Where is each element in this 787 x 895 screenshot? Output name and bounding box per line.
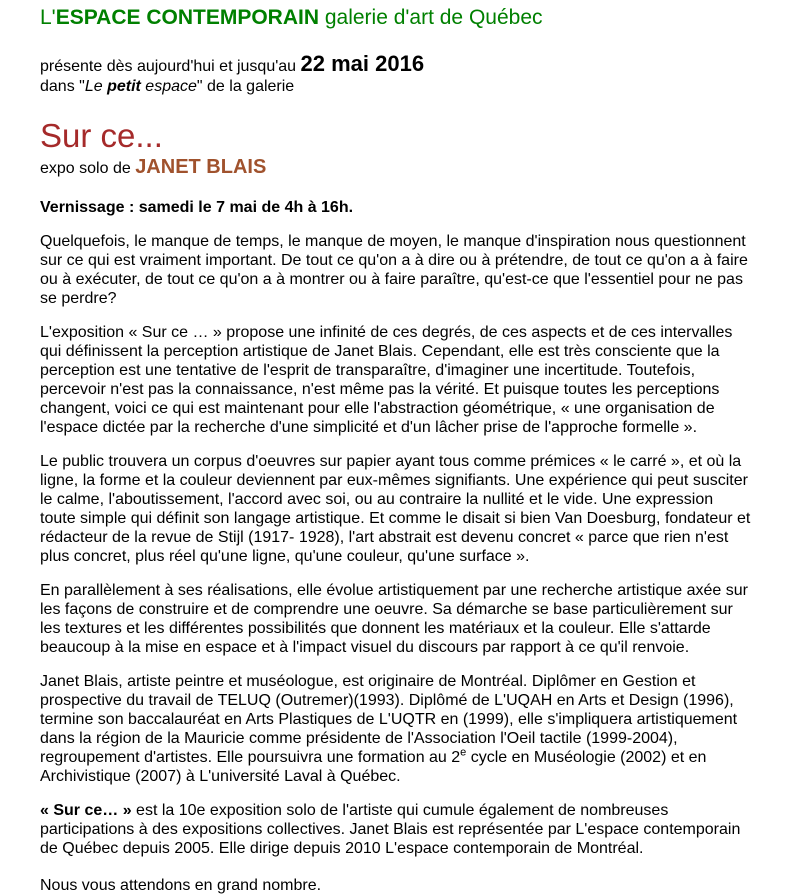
closing-title-bold: « Sur ce… » xyxy=(40,802,132,819)
paragraph-oeuvres: Le public trouvera un corpus d'oeuvres sur papier ayant tous comme prémices « le carré », et où la ligne, la forme et la couleur deviennent par eux-mêmes signifiants. Une expérience qui peut susciter le calme, l'aboutissement, l'accord avec soi, ou au contraire la nullité et le vide. Une expression toute simple qui définit son langage artistique. Et comme le disait si bien Van Doesburg, fondateur et rédacteur de la revue de Stijl (1917- 1928), l'art abstrait est devenu concret « parce que rien n'est plus concret, plus réel qu'une ligne, qu'une couleur, qu'une surface ». xyxy=(40,453,751,565)
farewell-line: Nous vous attendons en grand nombre. xyxy=(40,877,322,894)
venue-line xyxy=(40,77,752,97)
gallery-header-prefix: L' xyxy=(40,6,56,29)
venue-pre: dans " xyxy=(40,78,85,95)
venue-name-emphasis: petit xyxy=(107,78,141,95)
artist-name: JANET BLAIS xyxy=(135,156,267,178)
paragraph-exposition: L'exposition « Sur ce … » propose une infinité de ces degrés, de ces aspects et de ces intervalles qui définissent la perception artistique de Janet Blais. Cependant, elle est très consciente que la perception est une tentative de l'esprit de transparaître, d'imaginer une incertitude. Toutefois, percevoir n'est pas la connaissance, n'est même pas la vérité. Et puisque toutes les perceptions changent, voici ce qui est maintenant pour elle l'abstraction géométrique, « une organisation de l'espace dictée par la recherche d'une simplicité et d'un lâcher prise de l'approche formelle ». xyxy=(40,324,733,436)
closing-text: est la 10e exposition solo de l'artiste qui cumule également de nombreuses participations à des expositions collectives. Janet Blais est représentée par L'espace contemporain de Québec depuis 2005. Elle dirige depuis 2010 L'espace contemporain de Montréal. xyxy=(40,802,741,857)
gallery-name: ESPACE CONTEMPORAIN xyxy=(55,6,320,29)
dateline-text: présente dès aujourd'hui et jusqu'au xyxy=(40,58,301,75)
gallery-header xyxy=(40,6,752,30)
gallery-header-suffix: galerie d'art de Québec xyxy=(319,6,543,29)
paragraph-intro: Quelquefois, le manque de temps, le manque de moyen, le manque d'inspiration nous questionnent sur ce qui est vraiment important. De tout ce qu'on a à dire ou à prétendre, de tout ce qu'on a à faire ou à exécuter, de tout ce qu'on a à montrer ou à faire paraître, qu'est-ce que l'essentiel pour ne pas se perdre? xyxy=(40,233,748,307)
end-date: 22 mai 2016 xyxy=(300,51,425,76)
paragraph-biography xyxy=(40,672,752,786)
expo-sub-label: expo solo de xyxy=(40,160,136,177)
venue-name-part2: espace xyxy=(140,78,197,95)
venue-post: " de la galerie xyxy=(196,78,295,95)
venue-name-part1: Le xyxy=(84,78,108,95)
bio-superscript: e xyxy=(460,746,467,759)
exhibition-title: Sur ce... xyxy=(40,117,163,154)
paragraph-closing xyxy=(40,801,752,858)
vernissage-line: Vernissage : samedi le 7 mai de 4h à 16h. xyxy=(40,199,354,216)
dateline xyxy=(40,51,752,77)
bio-text-pre: Janet Blais, artiste peintre et muséologue, est originaire de Montréal. Diplômer en Gestion et prospective du travail de TELUQ (Outremer)(1993). Diplômé de L'UQAH en Arts et Design (1996), termine son baccalauréat en Arts Plastiques de L'UQTR en (1999), elle s'impliquera artistiquement dans la région de la Mauricie comme présidente de l'Association l'Oeil tactile (1999-2004), regroupement d'artistes. Elle poursuivra une formation au 2 xyxy=(40,673,738,766)
paragraph-demarche: En parallèlement à ses réalisations, elle évolue artistiquement par une recherche artistique axée sur les façons de construire et de comprendre une oeuvre. Sa démarche se base particulièrement sur les textures et les différentes possibilités que donnent les matériaux et la couleur. Elle s'attarde beaucoup à la mise en espace et à l'impact visuel du discours par rapport à ce qu'il renvoie. xyxy=(40,582,748,656)
exhibition-subtitle xyxy=(40,156,752,180)
bio-text-post: cycle en Muséologie (2002) et en Archivistique (2007) à L'université Laval à Québec. xyxy=(40,749,707,785)
